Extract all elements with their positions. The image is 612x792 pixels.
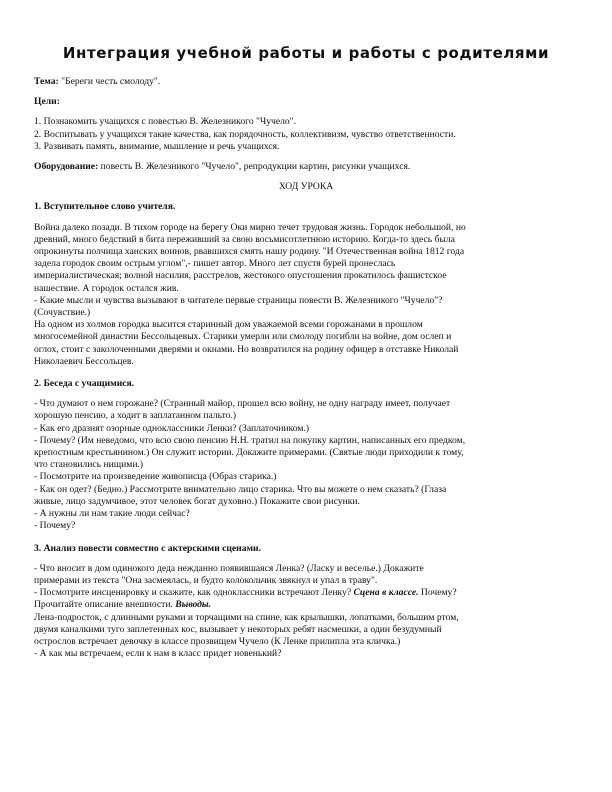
text-fragment: Почему? xyxy=(418,587,457,599)
section2-body xyxy=(34,398,578,532)
text-line: - Почему? (Им неведомо, что всю свою пенсию Н.Н. тратил на покупку картин, написанных его предком, xyxy=(34,434,466,446)
text-line: - А нужны ли нам такие люди сейчас? xyxy=(34,508,190,520)
text-line xyxy=(34,599,578,611)
equipment-line xyxy=(34,161,578,173)
text-line: примерами из текста "Она засмеялась, и будто колокольчик звякнул и упал в траву". xyxy=(34,574,378,586)
section2-heading: 2. Беседа с учащимися. xyxy=(34,378,135,390)
section3-heading: 3. Анализ повести совместно с актерскими сценами. xyxy=(34,542,261,554)
text-line: (Сочувствие.) xyxy=(34,307,91,319)
text-line: что становились нищими.) xyxy=(34,459,144,471)
text-line: Война далеко позади. В тихом городе на берегу Оки мирно течет трудовая жизнь. Городок небольшой, но xyxy=(34,221,466,233)
text-line: - А как мы встречаем, если к нам в класс придет новенький? xyxy=(34,648,282,660)
section1-body xyxy=(34,222,578,368)
text-line: империалистическая; волной насилия, расстрелов, жестокого опустошения прокатилось фашистское xyxy=(34,270,447,282)
theme-line xyxy=(34,76,578,88)
section1-heading: 1. Вступительное слово учителя. xyxy=(34,201,176,213)
text-line: - Что вносит в дом одинокого деда нежданно появившаяся Ленка? (Ласку и веселье.) Докажите xyxy=(34,562,424,574)
text-line: - Почему? xyxy=(34,520,76,532)
goals-heading: Цели: xyxy=(34,96,60,108)
text-line: - Что думают о нем горожане? (Странный майор, прошел всю войну, не одну награду имеет, получает xyxy=(34,398,451,410)
text-line: - Как его дразнят озорные одноклассники Ленки? (Заплаточником.) xyxy=(34,422,310,434)
text-line: хорошую пенсию, а ходит в заплатанном пальто.) xyxy=(34,410,237,422)
text-line: задела городок своим острым углом",- пишет автор. Много лет спустя бурей пронеслась xyxy=(34,258,396,270)
goal-item: 3. Развивать память, внимание, мышление и речь учащихся. xyxy=(34,140,280,152)
text-line: На одном из холмов городка высится старинный дом уважаемой всеми горожанами в прошлом xyxy=(34,319,423,331)
text-fragment: - Посмотрите инсценировку и скажите, как одноклассники встречают Ленку? xyxy=(34,587,352,599)
text-line: - Как он одет? (Бедно.) Рассмотрите внимательно лицо старика. Что вы можете о нем сказать? (Глаза xyxy=(34,483,447,495)
text-line: нашествие. А городок остался жив. xyxy=(34,282,179,294)
theme-value: "Береги честь смолоду". xyxy=(58,76,161,87)
text-line: опрокинуты полчища ханских воинов, рвавшихся смять нашу родину. "И Отечественная война 1812 года xyxy=(34,246,465,258)
text-line: Николаевич Бессольцев. xyxy=(34,355,134,367)
text-line: острослов встречает девочку в классе прозвищем Чучело (К Ленке прилипла эта кличка.) xyxy=(34,635,401,647)
equipment-value: повесть В. Железникого "Чучело", репродукции картин, рисунки учащихся. xyxy=(98,161,411,173)
text-line: оглох, стоит с заколоченными дверями и окнами. Но возвратился на родину офицер в отставке Николай xyxy=(34,343,459,355)
theme-label: Тема: xyxy=(34,76,59,87)
text-line: многосемейной династии Бессольцевых. Старики умерли или смолоду погибли на войне, дом ослеп и xyxy=(34,331,452,343)
text-line: - Посмотрите на произведение живописца (Образ старика.) xyxy=(34,471,277,483)
text-line: двумя каналкими туго заплетенных кос, вызывает у некоторых ребят насмешки, а один безудумный xyxy=(34,623,442,635)
goals-list xyxy=(34,116,578,153)
lesson-heading: ХОД УРОКА xyxy=(278,181,334,193)
text-line: - Какие мысли и чувства вызывают в читателе первые страницы повести В. Железникого "Чучело"? xyxy=(34,294,443,306)
text-line: живые, лицо задумчивое, этот человек богат духовно.) Покажите свои рисунки. xyxy=(34,495,360,507)
goal-item: 2. Воспитывать у учащихся такие качества, как порядочность, коллективизм, чувство ответственности. xyxy=(34,128,456,140)
text-line: древний, много бедствий в бита переживший за свою восьмисотлетнюю историю. Когда-то здесь была xyxy=(34,233,455,245)
conclusion-label: Выводы. xyxy=(175,599,211,611)
section3-body xyxy=(34,563,578,661)
text-line xyxy=(34,587,578,599)
equipment-label: Оборудование: xyxy=(34,161,99,173)
page-title: Интеграция учебной работы и работы с родителями xyxy=(62,44,550,62)
scene-label: Сцена в классе. xyxy=(353,587,419,599)
text-fragment: Прочитайте описание внешности. xyxy=(34,599,173,611)
text-line: крепостным крестьянином.) Он служит истории. Докажите примерами. (Святые люди приходили к тому, xyxy=(34,447,464,459)
goal-item: 1. Познакомить учащихся с повестью В. Железникого "Чучело". xyxy=(34,116,296,128)
text-line: Лена-подросток, с длинными руками и торчащими на спине, как крылышки, лопатками, большим ртом, xyxy=(34,611,459,623)
